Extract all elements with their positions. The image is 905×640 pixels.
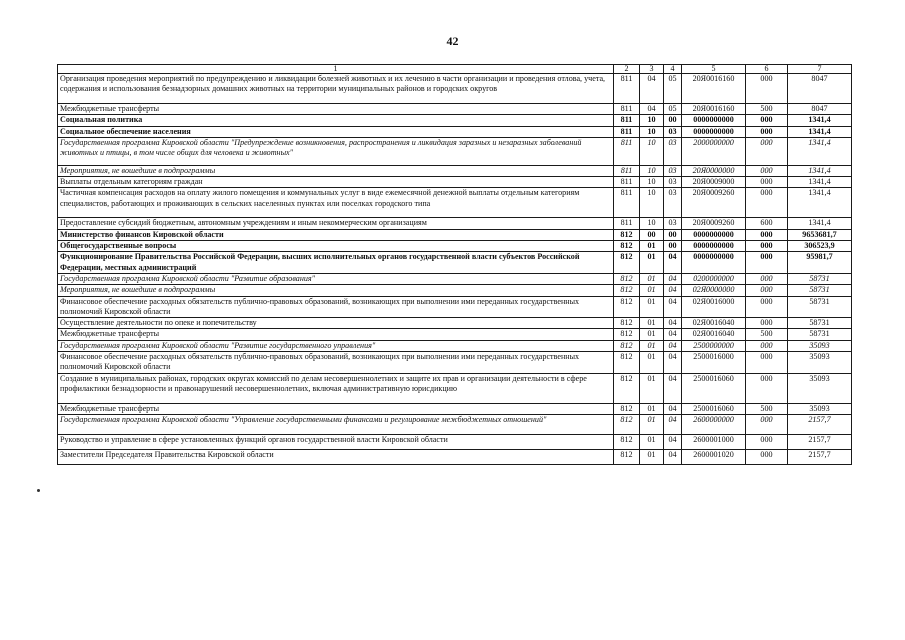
table-row <box>58 285 852 296</box>
budget-table <box>57 64 852 465</box>
row-section-cell: 10 <box>640 137 664 165</box>
row-expense-type-cell: 500 <box>746 329 788 340</box>
row-name-cell: Выплаты отдельным категориям граждан <box>58 177 614 188</box>
row-admin-code-cell: 811 <box>614 115 640 126</box>
row-section-cell: 01 <box>640 414 664 434</box>
row-name-cell: Межбюджетные трансферты <box>58 104 614 115</box>
row-name-cell: Мероприятия, не вошедшие в подпрограммы <box>58 285 614 296</box>
row-admin-code-cell: 811 <box>614 165 640 176</box>
row-admin-code-cell: 811 <box>614 104 640 115</box>
table-row <box>58 414 852 434</box>
row-target-article-cell: 02Я0016040 <box>682 329 746 340</box>
row-name-cell: Государственная программа Кировской области "Развитие государственного управления" <box>58 340 614 351</box>
row-admin-code-cell: 812 <box>614 329 640 340</box>
row-amount-cell: 95981,7 <box>788 252 852 274</box>
row-amount-cell: 35093 <box>788 373 852 403</box>
table-row <box>58 403 852 414</box>
row-target-article-cell: 2500016060 <box>682 403 746 414</box>
row-target-article-cell: 0000000000 <box>682 229 746 240</box>
table-row <box>58 434 852 449</box>
row-admin-code-cell: 812 <box>614 273 640 284</box>
row-section-cell: 00 <box>640 229 664 240</box>
row-section-cell: 01 <box>640 373 664 403</box>
row-name-cell: Финансовое обеспечение расходных обязательств публично-правовых образований, возникающих при выполнении ими переданных государственных полномочий Кировской области <box>58 296 614 318</box>
row-name-cell: Функционирование Правительства Российской Федерации, высших исполнительных органов государственной власти субъектов Российской Федерации, местных администраций <box>58 252 614 274</box>
row-section-cell: 04 <box>640 104 664 115</box>
table-body <box>58 74 852 465</box>
row-amount-cell: 1341,4 <box>788 218 852 229</box>
row-expense-type-cell: 000 <box>746 285 788 296</box>
row-expense-type-cell: 000 <box>746 177 788 188</box>
row-amount-cell: 1341,4 <box>788 177 852 188</box>
row-section-cell: 01 <box>640 252 664 274</box>
row-expense-type-cell: 500 <box>746 104 788 115</box>
row-name-cell: Финансовое обеспечение расходных обязательств публично-правовых образований, возникающих при выполнении ими переданных государственных полномочий Кировской области <box>58 352 614 374</box>
row-target-article-cell: 0000000000 <box>682 252 746 274</box>
row-subsection-cell: 04 <box>664 329 682 340</box>
row-target-article-cell: 20Я0016160 <box>682 74 746 104</box>
row-admin-code-cell: 812 <box>614 434 640 449</box>
row-admin-code-cell: 812 <box>614 352 640 374</box>
row-amount-cell: 58731 <box>788 318 852 329</box>
row-expense-type-cell: 000 <box>746 318 788 329</box>
row-admin-code-cell: 811 <box>614 137 640 165</box>
table-row <box>58 273 852 284</box>
table-row <box>58 115 852 126</box>
row-target-article-cell: 2500016000 <box>682 352 746 374</box>
row-amount-cell: 1341,4 <box>788 126 852 137</box>
row-expense-type-cell: 000 <box>746 414 788 434</box>
row-admin-code-cell: 812 <box>614 373 640 403</box>
row-name-cell: Государственная программа Кировской области "Управление государственными финансами и регулирование межбюджетных отношений" <box>58 414 614 434</box>
table-row <box>58 165 852 176</box>
row-section-cell: 01 <box>640 329 664 340</box>
row-expense-type-cell: 000 <box>746 252 788 274</box>
row-target-article-cell: 20Я0000000 <box>682 165 746 176</box>
row-expense-type-cell: 000 <box>746 340 788 351</box>
row-name-cell: Руководство и управление в сфере установленных функций органов государственной власти Кировской области <box>58 434 614 449</box>
table-row <box>58 329 852 340</box>
row-target-article-cell: 20Я0009000 <box>682 177 746 188</box>
table-row <box>58 177 852 188</box>
row-name-cell: Межбюджетные трансферты <box>58 329 614 340</box>
row-admin-code-cell: 811 <box>614 218 640 229</box>
table-row <box>58 218 852 229</box>
table-row <box>58 241 852 252</box>
row-section-cell: 01 <box>640 241 664 252</box>
row-expense-type-cell: 000 <box>746 449 788 464</box>
row-amount-cell: 58731 <box>788 329 852 340</box>
row-name-cell: Создание в муниципальных районах, городских округах комиссий по делам несовершеннолетних и защите их прав и организации деятельности в сфере профилактики безнадзорности и правонарушений несовершеннолетних, включая административную юрисдикцию <box>58 373 614 403</box>
row-target-article-cell: 0200000000 <box>682 273 746 284</box>
row-admin-code-cell: 812 <box>614 449 640 464</box>
row-admin-code-cell: 812 <box>614 241 640 252</box>
row-name-cell: Министерство финансов Кировской области <box>58 229 614 240</box>
row-expense-type-cell: 000 <box>746 137 788 165</box>
column-header: 7 <box>788 65 852 74</box>
row-subsection-cell: 04 <box>664 414 682 434</box>
row-target-article-cell: 0000000000 <box>682 115 746 126</box>
table-header-row <box>58 65 852 74</box>
row-expense-type-cell: 000 <box>746 126 788 137</box>
row-subsection-cell: 04 <box>664 434 682 449</box>
row-name-cell: Межбюджетные трансферты <box>58 403 614 414</box>
row-target-article-cell: 2500000000 <box>682 340 746 351</box>
row-name-cell: Заместители Председателя Правительства Кировской области <box>58 449 614 464</box>
row-expense-type-cell: 000 <box>746 241 788 252</box>
row-amount-cell: 2157,7 <box>788 434 852 449</box>
row-target-article-cell: 20Я0009260 <box>682 218 746 229</box>
column-header: 3 <box>640 65 664 74</box>
row-subsection-cell: 03 <box>664 137 682 165</box>
column-header: 2 <box>614 65 640 74</box>
row-admin-code-cell: 812 <box>614 229 640 240</box>
row-amount-cell: 8047 <box>788 74 852 104</box>
row-name-cell: Предоставление субсидий бюджетным, автономным учреждениям и иным некоммерческим организациям <box>58 218 614 229</box>
row-target-article-cell: 2000000000 <box>682 137 746 165</box>
row-amount-cell: 35093 <box>788 352 852 374</box>
row-expense-type-cell: 000 <box>746 352 788 374</box>
row-target-article-cell: 0000000000 <box>682 126 746 137</box>
table-row <box>58 296 852 318</box>
row-name-cell: Частичная компенсация расходов на оплату жилого помещения и коммунальных услуг в виде ежемесячной денежной выплаты отдельным категориям специалистов, работающих и проживающих в сельских населенных пунктах или поселках городского типа <box>58 188 614 218</box>
row-section-cell: 10 <box>640 218 664 229</box>
row-name-cell: Осуществление деятельности по опеке и попечительству <box>58 318 614 329</box>
row-subsection-cell: 04 <box>664 296 682 318</box>
row-expense-type-cell: 000 <box>746 229 788 240</box>
row-admin-code-cell: 811 <box>614 188 640 218</box>
row-subsection-cell: 04 <box>664 285 682 296</box>
row-subsection-cell: 04 <box>664 318 682 329</box>
table-row <box>58 137 852 165</box>
row-subsection-cell: 03 <box>664 218 682 229</box>
table-row <box>58 74 852 104</box>
scan-artifact-dot <box>37 489 40 492</box>
row-amount-cell: 1341,4 <box>788 165 852 176</box>
row-expense-type-cell: 600 <box>746 218 788 229</box>
row-section-cell: 10 <box>640 188 664 218</box>
row-subsection-cell: 03 <box>664 165 682 176</box>
row-section-cell: 01 <box>640 273 664 284</box>
column-header: 5 <box>682 65 746 74</box>
row-name-cell: Социальная политика <box>58 115 614 126</box>
row-expense-type-cell: 000 <box>746 434 788 449</box>
page-number: 42 <box>446 34 459 48</box>
table-row <box>58 229 852 240</box>
table-row <box>58 318 852 329</box>
row-expense-type-cell: 500 <box>746 403 788 414</box>
row-admin-code-cell: 811 <box>614 74 640 104</box>
row-section-cell: 01 <box>640 352 664 374</box>
row-section-cell: 01 <box>640 318 664 329</box>
row-section-cell: 01 <box>640 285 664 296</box>
row-name-cell: Общегосударственные вопросы <box>58 241 614 252</box>
row-admin-code-cell: 812 <box>614 252 640 274</box>
column-header: 1 <box>58 65 614 74</box>
table-row <box>58 449 852 464</box>
row-name-cell: Государственная программа Кировской области "Развитие образования" <box>58 273 614 284</box>
table-row <box>58 126 852 137</box>
row-expense-type-cell: 000 <box>746 188 788 218</box>
row-target-article-cell: 2500016060 <box>682 373 746 403</box>
row-admin-code-cell: 811 <box>614 177 640 188</box>
row-target-article-cell: 02Я0000000 <box>682 285 746 296</box>
row-amount-cell: 2157,7 <box>788 449 852 464</box>
row-admin-code-cell: 812 <box>614 318 640 329</box>
row-subsection-cell: 04 <box>664 340 682 351</box>
row-admin-code-cell: 812 <box>614 285 640 296</box>
row-target-article-cell: 02Я0016040 <box>682 318 746 329</box>
row-target-article-cell: 02Я0016000 <box>682 296 746 318</box>
row-subsection-cell: 04 <box>664 403 682 414</box>
row-section-cell: 10 <box>640 177 664 188</box>
row-amount-cell: 58731 <box>788 285 852 296</box>
table-row <box>58 373 852 403</box>
row-amount-cell: 58731 <box>788 273 852 284</box>
row-subsection-cell: 04 <box>664 352 682 374</box>
row-section-cell: 01 <box>640 449 664 464</box>
row-admin-code-cell: 812 <box>614 340 640 351</box>
row-subsection-cell: 04 <box>664 449 682 464</box>
row-section-cell: 04 <box>640 74 664 104</box>
row-subsection-cell: 04 <box>664 252 682 274</box>
row-subsection-cell: 00 <box>664 115 682 126</box>
row-subsection-cell: 05 <box>664 74 682 104</box>
row-expense-type-cell: 000 <box>746 74 788 104</box>
row-target-article-cell: 0000000000 <box>682 241 746 252</box>
row-amount-cell: 1341,4 <box>788 115 852 126</box>
row-expense-type-cell: 000 <box>746 115 788 126</box>
row-amount-cell: 8047 <box>788 104 852 115</box>
row-admin-code-cell: 812 <box>614 296 640 318</box>
column-header: 6 <box>746 65 788 74</box>
row-subsection-cell: 00 <box>664 241 682 252</box>
row-section-cell: 10 <box>640 126 664 137</box>
row-subsection-cell: 03 <box>664 188 682 218</box>
row-section-cell: 01 <box>640 296 664 318</box>
row-amount-cell: 2157,7 <box>788 414 852 434</box>
row-section-cell: 10 <box>640 115 664 126</box>
row-target-article-cell: 20Я0016160 <box>682 104 746 115</box>
row-section-cell: 01 <box>640 403 664 414</box>
row-amount-cell: 1341,4 <box>788 188 852 218</box>
row-subsection-cell: 05 <box>664 104 682 115</box>
row-expense-type-cell: 000 <box>746 296 788 318</box>
row-target-article-cell: 2600001000 <box>682 434 746 449</box>
row-admin-code-cell: 811 <box>614 126 640 137</box>
row-section-cell: 01 <box>640 340 664 351</box>
row-target-article-cell: 2600000000 <box>682 414 746 434</box>
row-section-cell: 01 <box>640 434 664 449</box>
row-amount-cell: 9653681,7 <box>788 229 852 240</box>
row-admin-code-cell: 812 <box>614 414 640 434</box>
column-header: 4 <box>664 65 682 74</box>
row-target-article-cell: 2600001020 <box>682 449 746 464</box>
row-amount-cell: 35093 <box>788 340 852 351</box>
row-name-cell: Социальное обеспечение населения <box>58 126 614 137</box>
row-amount-cell: 35093 <box>788 403 852 414</box>
table-row <box>58 188 852 218</box>
row-subsection-cell: 04 <box>664 373 682 403</box>
row-subsection-cell: 03 <box>664 126 682 137</box>
table-row <box>58 252 852 274</box>
row-amount-cell: 1341,4 <box>788 137 852 165</box>
row-expense-type-cell: 000 <box>746 165 788 176</box>
row-expense-type-cell: 000 <box>746 373 788 403</box>
row-subsection-cell: 04 <box>664 273 682 284</box>
row-expense-type-cell: 000 <box>746 273 788 284</box>
row-subsection-cell: 03 <box>664 177 682 188</box>
row-subsection-cell: 00 <box>664 229 682 240</box>
table-row <box>58 352 852 374</box>
row-target-article-cell: 20Я0009260 <box>682 188 746 218</box>
row-amount-cell: 306523,9 <box>788 241 852 252</box>
table-row <box>58 104 852 115</box>
row-name-cell: Государственная программа Кировской области "Предупреждение возникновения, распространения и ликвидация заразных и незаразных заболеваний животных и птицы, в том числе общих для человека и животных" <box>58 137 614 165</box>
row-section-cell: 10 <box>640 165 664 176</box>
row-amount-cell: 58731 <box>788 296 852 318</box>
row-name-cell: Организация проведения мероприятий по предупреждению и ликвидации болезней животных и их лечению в части организации и проведения отлова, учета, содержания и использования безнадзорных домашних животных на территории муниципальных районов и городских округов <box>58 74 614 104</box>
table-row <box>58 340 852 351</box>
row-name-cell: Мероприятия, не вошедшие в подпрограммы <box>58 165 614 176</box>
row-admin-code-cell: 812 <box>614 403 640 414</box>
